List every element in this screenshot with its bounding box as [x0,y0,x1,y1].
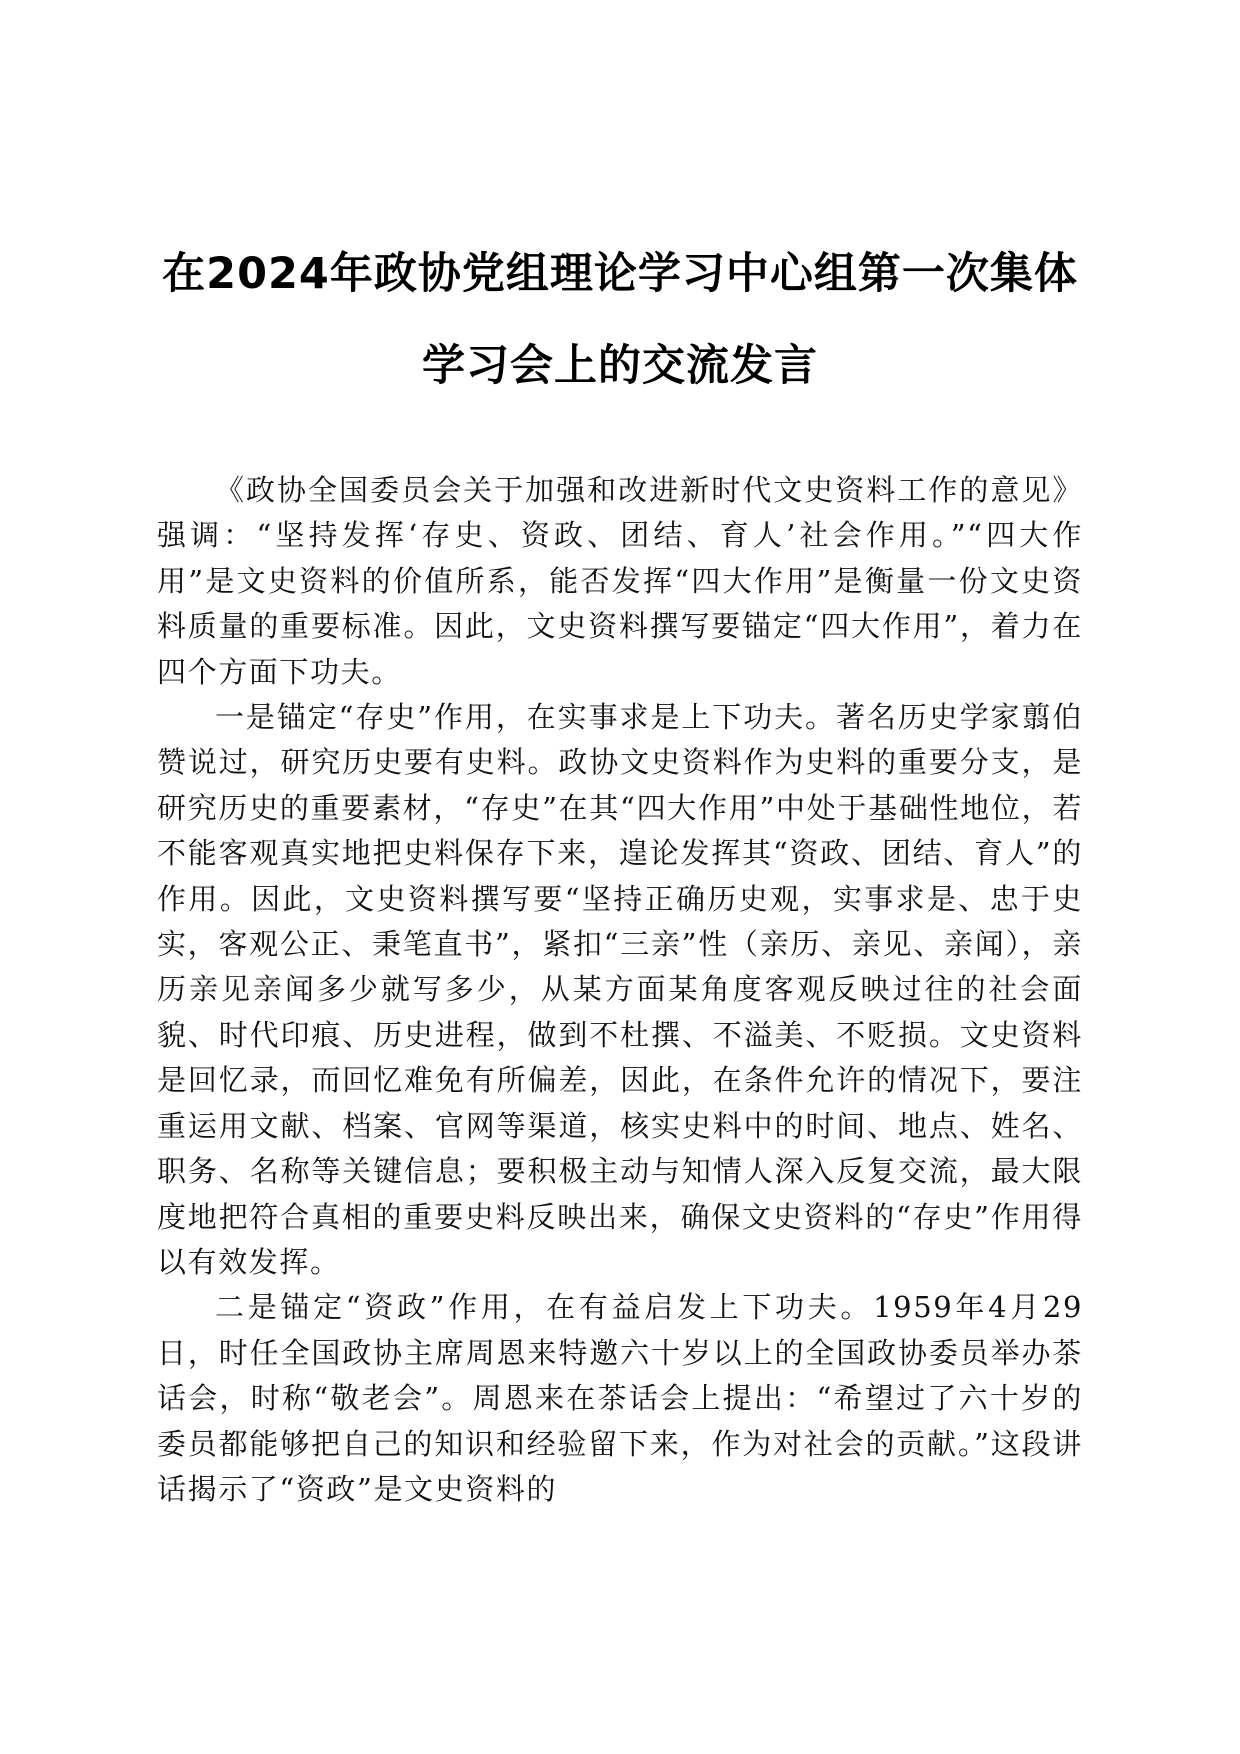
document-body [157,468,1083,1512]
paragraph-preserve-history: 一是锚定“存史”作用，在实事求是上下功夫。著名历史学家翦伯赞说过，研究历史要有史料。政协文史资料作为史料的重要分支，是研究历史的重要素材，“存史”在其“四大作用”中处于基础性地位，若不能客观真实地把史料保存下来，遑论发挥其“资政、团结、育人”的作用。因此，文史资料撰写要“坚持正确历史观，实事求是、忠于史实，客观公正、秉笔直书”，紧扣“三亲”性（亲历、亲见、亲闻），亲历亲见亲闻多少就写多少，从某方面某角度客观反映过往的社会面貌、时代印痕、历史进程，做到不杜撰、不溢美、不贬损。文史资料是回忆录，而回忆难免有所偏差，因此，在条件允许的情况下，要注重运用文献、档案、官网等渠道，核实史料中的时间、地点、姓名、职务、名称等关键信息；要积极主动与知情人深入反复交流，最大限度地把符合真相的重要史料反映出来，确保文史资料的“存史”作用得以有效发挥。 [157,700,1083,1279]
paragraph-policy-advice: 二是锚定“资政”作用，在有益启发上下功夫。1959年4月29日，时任全国政协主席周恩来特邀六十岁以上的全国政协委员举办茶话会，时称“敬老会”。周恩来在茶话会上提出：“希望过了六十岁的委员都能够把自己的知识和经验留下来，作为对社会的贡献。”这段讲话揭示了“资政”是文史资料的 [157,1290,1083,1506]
document-title: 在2024年政协党组理论学习中心组第一次集体学习会上的交流发言 [162,249,1078,391]
paragraph-intro: 《政协全国委员会关于加强和改进新时代文史资料工作的意见》强调：“坚持发挥‘存史、资政、团结、育人’社会作用。”“四大作用”是文史资料的价值所系，能否发挥“四大作用”是衡量一份文史资料质量的重要标准。因此，文史资料撰写要锚定“四大作用”，着力在四个方面下功夫。 [157,473,1083,689]
